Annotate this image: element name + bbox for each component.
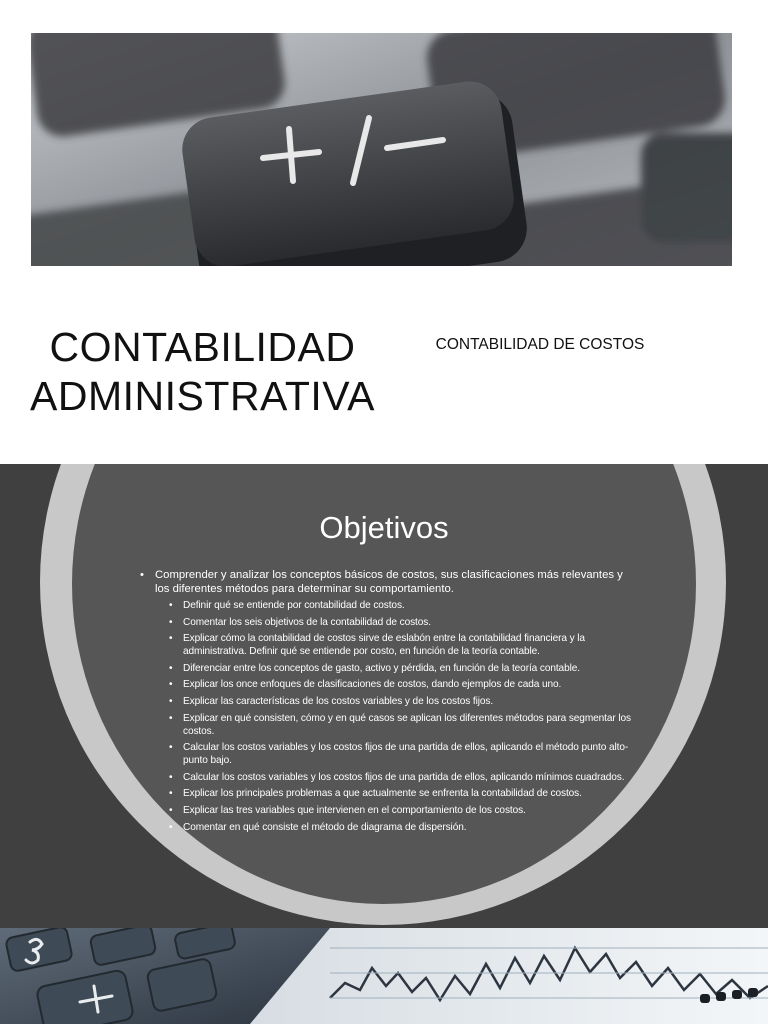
- presentation-subtitle: CONTABILIDAD DE COSTOS: [435, 336, 645, 353]
- calculator-chart-illustration: [0, 928, 768, 1024]
- sub-bullet: • Comentar los seis objetivos de la contabilidad de costos.: [140, 616, 640, 629]
- sub-bullet: • Explicar los principales problemas a que actualmente se enfrenta la contabilidad de costos.: [140, 787, 640, 800]
- objectives-list: [140, 568, 640, 837]
- title-line-1: CONTABILIDAD: [49, 324, 356, 371]
- sub-bullet: • Diferenciar entre los conceptos de gasto, activo y pérdida, en función de la teoría contable.: [140, 662, 640, 675]
- slide-title: [0, 0, 768, 464]
- presentation-title: [20, 323, 385, 421]
- sub-bullet: • Explicar las características de los costos variables y de los costos fijos.: [140, 695, 640, 708]
- sub-bullet: • Comentar en qué consiste el método de diagrama de dispersión.: [140, 821, 640, 834]
- sub-bullet-list: [140, 599, 640, 834]
- calculator-keys-illustration: [31, 33, 732, 266]
- sub-bullet: • Explicar los once enfoques de clasificaciones de costos, dando ejemplos de cada uno.: [140, 678, 640, 691]
- sub-bullet: • Explicar cómo la contabilidad de costos sirve de eslabón entre la contabilidad financiera y la administrativa. Definir qué se entiende por costo, en función de la teoría contable.: [140, 632, 640, 658]
- sub-bullet: • Definir qué se entiende por contabilidad de costos.: [140, 599, 640, 612]
- sub-bullet: • Explicar las tres variables que intervienen en el comportamiento de los costos.: [140, 804, 640, 817]
- calculator-keys-image: [31, 33, 732, 266]
- sub-bullet: • Calcular los costos variables y los costos fijos de una partida de ellos, aplicando el método punto alto-punto bajo.: [140, 741, 640, 767]
- slide-objectives: [0, 464, 768, 1024]
- sub-bullet: • Calcular los costos variables y los costos fijos de una partida de ellos, aplicando mínimos cuadrados.: [140, 771, 640, 784]
- title-line-2: ADMINISTRATIVA: [30, 373, 375, 420]
- calculator-chart-image: [0, 928, 768, 1024]
- sub-bullet: • Explicar en qué consisten, cómo y en qué casos se aplican los diferentes métodos para segmentar los costos.: [140, 712, 640, 738]
- main-bullet: • Comprender y analizar los conceptos básicos de costos, sus clasificaciones más relevantes y los diferentes métodos para determinar su comportamiento.: [140, 568, 640, 596]
- objectives-heading: Objetivos: [319, 510, 449, 545]
